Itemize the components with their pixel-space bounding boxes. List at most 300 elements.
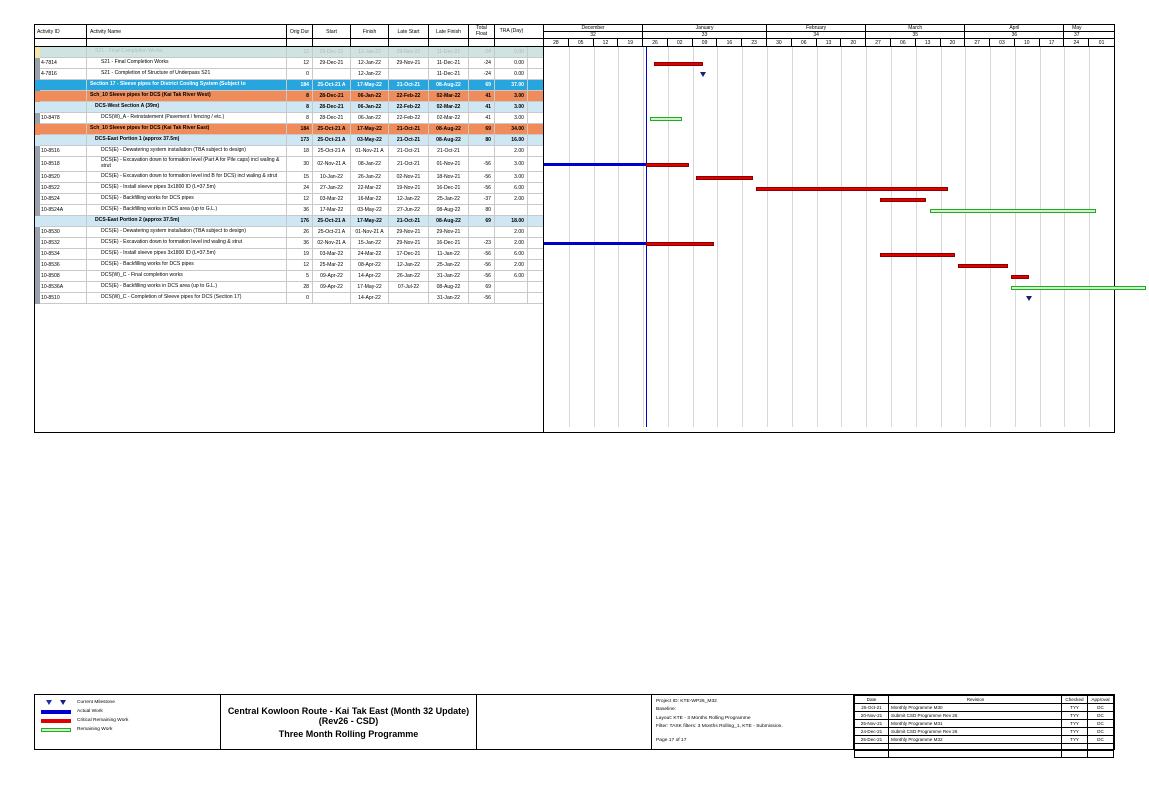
cell-start: 27-Jan-22 [313,183,351,193]
cell-finish: 06-Jan-22 [351,91,389,101]
cell-activity-name: DCS(E) - Excavation down to formation level ind B for DCS) incl waling & strut [87,172,287,182]
header-orig-dur: Orig Dur [287,25,313,38]
row-spine-segment [35,172,40,183]
cell-orig-dur: 184 [287,124,313,134]
revision-row [855,704,1114,712]
revision-text: Submit CSD Programme Rev 26 [889,728,1062,736]
remaining-work-bar [1011,286,1146,290]
revision-header-date: Date [855,696,889,704]
cell-activity-name: DCS(E) - Dewatering system installation (TBA subject to design) [87,146,287,156]
cell-late-start: 29-Nov-21 [389,238,429,248]
actual-work-bar [544,163,646,166]
cell-start: 25-Oct-21 A [313,216,351,226]
row-spine-segment [35,113,40,124]
cell-start: 17-Mar-22 [313,205,351,215]
cell-orig-dur: 8 [287,113,313,123]
revision-checked [1062,751,1088,758]
revision-checked [1062,744,1088,751]
cell-activity-name: DCS(E) - Install sleeve pipes 3x1800 ID (L=37.5m) [87,249,287,259]
cell-activity-id: 10-8508 [35,271,87,281]
revision-date [855,744,889,751]
cell-late-finish: 11-Dec-21 [429,47,469,57]
cell-late-start: 29-Nov-21 [389,47,429,57]
cell-tra [495,293,528,303]
table-row[interactable] [35,135,543,146]
header-spacer-start [313,39,351,46]
cell-activity-id: 10-8532 [35,238,87,248]
revision-approval: DC [1088,728,1114,736]
revision-approval: DC [1088,736,1114,744]
table-header-spacer [35,39,543,47]
filter: Filter: TASK filters: 3 Months Rolling_1, KTE - Submission. [656,723,783,729]
table-row[interactable] [35,293,543,304]
cell-start: 28-Dec-21 [313,113,351,123]
data-date-line [646,47,648,427]
cell-start: 28-Dec-21 [313,102,351,112]
timeline-week-label: 27 [965,39,990,46]
cell-finish: 15-Jan-22 [351,238,389,248]
cell-tra: 3.00 [495,91,528,101]
cell-activity-id: 10-8524 [35,194,87,204]
revision-date: 20-Nov-21 [855,712,889,720]
timeline-week-label: 20 [841,39,866,46]
cell-start: 25-Oct-21 A [313,80,351,90]
cell-start [313,293,351,303]
legend-label: Current Milestone [77,700,115,705]
revision-row [855,712,1114,720]
cell-late-start: 29-Nov-21 [389,58,429,68]
cell-late-finish: 18-Nov-21 [429,172,469,182]
cell-activity-name: DCS(E) - Backfilling works for DCS pipes [87,260,287,270]
table-row[interactable] [35,58,543,69]
cell-late-start: 21-Oct-21 [389,146,429,156]
cell-total-float: -37 [469,194,495,204]
cell-activity-id: 10-8516 [35,146,87,156]
cell-late-finish: 29-Nov-21 [429,227,469,237]
table-row[interactable] [35,238,543,249]
cell-tra: 2.00 [495,227,528,237]
cell-activity-id: 10-8536 [35,260,87,270]
row-spine-segment [35,227,40,238]
cell-tra: 34.00 [495,124,528,134]
timeline-week-label: 02 [668,39,693,46]
critical-remaining-bar [646,163,690,167]
header-finish: Finish [351,25,389,38]
critical-bar-icon [39,719,73,723]
cell-start: 29-Dec-21 [313,47,351,57]
cell-total-float: -56 [469,183,495,193]
actual-work-bar [544,242,646,245]
cell-late-finish: 21-Oct-21 [429,146,469,156]
table-header-row [35,25,543,39]
table-row[interactable] [35,124,543,135]
timeline-week-label: 01 [1098,39,1105,46]
cell-activity-name: DCS(E) - Backfilling works in DCS area (up to G.L.) [87,205,287,215]
cell-tra: 3.00 [495,113,528,123]
row-spine-segment [35,183,40,194]
milestone-marker [700,72,706,77]
milestone-marker [1026,296,1032,301]
row-spine-segment [35,194,40,205]
grid-line [569,47,570,427]
cell-tra: 2.00 [495,194,528,204]
table-row[interactable] [35,47,543,58]
revision-text [889,744,1062,751]
grid-line [693,47,694,427]
cell-late-finish: 01-Nov-21 [429,157,469,171]
cell-late-start: 19-Nov-21 [389,183,429,193]
cell-late-finish: 08-Aug-22 [429,124,469,134]
cell-activity-id: 10-8534 [35,249,87,259]
cell-total-float: 41 [469,91,495,101]
cell-activity-id: 10-8530 [35,227,87,237]
revision-approval: DC [1088,704,1114,712]
revision-date: 25-Nov-21 [855,720,889,728]
revision-checked: TYY [1062,712,1088,720]
revision-header-approval: Approval [1088,696,1114,704]
layout: Layout: KTE - 3 Months Rolling Programme [656,715,751,721]
milestone-icon [39,700,73,705]
critical-remaining-bar [880,198,926,202]
cell-orig-dur: 184 [287,80,313,90]
cell-finish: 06-Jan-22 [351,113,389,123]
cell-tra: 6.00 [495,183,528,193]
cell-activity-name: DCS(W)_C - Final completion works [87,271,287,281]
header-late-start: Late Start [389,25,429,38]
cell-late-finish: 08-Aug-22 [429,135,469,145]
cell-late-start: 29-Nov-21 [389,227,429,237]
row-spine-segment [35,69,40,80]
cell-late-start: 21-Oct-21 [389,135,429,145]
critical-remaining-bar [646,242,714,246]
cell-activity-name: DCS(E) - Install sleeve pipes 3x1800 ID (L=37.5m) [87,183,287,193]
cell-activity-id [35,91,87,101]
cell-finish: 17-May-22 [351,216,389,226]
cell-orig-dur: 24 [287,183,313,193]
row-spine-segment [35,271,40,282]
grid-line [643,47,644,427]
row-spine-segment [35,157,40,172]
cell-tra: 0.00 [495,69,528,79]
revision-row [855,720,1114,728]
grid-line [990,47,991,427]
cell-orig-dur: 28 [287,282,313,292]
cell-finish: 12-Jan-22 [351,58,389,68]
timeline-week-label: 16 [717,39,742,46]
row-spine-segment [35,80,40,91]
row-spine-segment [35,102,40,113]
revision-row-empty [855,751,1114,758]
cell-orig-dur: 30 [287,157,313,171]
cell-start: 29-Dec-21 [313,58,351,68]
cell-finish: 17-May-22 [351,124,389,134]
revision-text: Monthly Programme M32 [889,736,1062,744]
cell-finish: 12-Jan-22 [351,47,389,57]
cell-late-start: 07-Jul-22 [389,282,429,292]
cell-late-start: 21-Oct-21 [389,124,429,134]
cell-activity-id [35,80,87,90]
table-row[interactable] [35,91,543,102]
critical-remaining-bar [880,253,954,257]
grid-line [1015,47,1016,427]
header-total-float: Total Float [469,25,495,38]
cell-total-float: 69 [469,282,495,292]
cell-activity-name: S21 - Final Completion Works [87,47,287,57]
cell-tra: 0.00 [495,47,528,57]
cell-start: 25-Oct-21 A [313,135,351,145]
table-row[interactable] [35,183,543,194]
activity-table [35,25,544,432]
critical-remaining-bar [1011,275,1029,279]
cell-total-float: 80 [469,135,495,145]
cell-finish: 26-Jan-22 [351,172,389,182]
cell-finish: 03-May-22 [351,135,389,145]
report-title-line1: Central Kowloon Route - Kai Tak East (Month 32 Update) (Rev26 - CSD) [227,705,470,726]
cell-late-finish: 25-Jan-22 [429,194,469,204]
cell-late-finish: 08-Aug-22 [429,282,469,292]
cell-total-float: 69 [469,216,495,226]
project-info [652,695,854,749]
cell-late-finish: 25-Jan-22 [429,260,469,270]
table-row[interactable] [35,69,543,80]
cell-late-start: 22-Feb-22 [389,91,429,101]
cell-activity-id: 10-8478 [35,113,87,123]
table-body [35,47,543,304]
cell-activity-name: DCS(E) - Excavation down to formation level (Part A for Pile caps) incl waling & strut [87,157,287,171]
row-spine-segment [35,135,40,146]
revision-checked: TYY [1062,704,1088,712]
grid-line [965,47,966,427]
cell-start: 03-Mar-22 [313,194,351,204]
cell-total-float: 41 [469,113,495,123]
revision-text [889,751,1062,758]
table-row[interactable] [35,157,543,172]
cell-orig-dur: 19 [287,249,313,259]
cell-start: 09-Apr-22 [313,282,351,292]
cell-total-float: -56 [469,271,495,281]
cell-tra: 2.00 [495,146,528,156]
revision-date: 24-Dec-21 [855,728,889,736]
grid-line [916,47,917,427]
cell-late-start [389,293,429,303]
baseline: Baseline: [656,707,677,713]
cell-finish: 12-Jan-22 [351,69,389,79]
cell-orig-dur: 18 [287,146,313,156]
cell-total-float: -56 [469,172,495,182]
grid-line [841,47,842,427]
timeline-week-label: 17 [1040,39,1065,46]
cell-orig-dur: 12 [287,260,313,270]
cell-activity-name: Section 17 - Sleeve pipes for District Cooling System (Subject to [87,80,287,90]
cell-activity-name: DCS-East Portion 2 (approx 37.5m) [87,216,287,226]
cell-orig-dur: 8 [287,102,313,112]
cell-late-start: 22-Feb-22 [389,102,429,112]
grid-line [1040,47,1041,427]
table-row[interactable] [35,216,543,227]
cell-late-finish: 11-Dec-21 [429,69,469,79]
cell-orig-dur: 12 [287,194,313,204]
legend-item-remaining [39,725,216,734]
cell-tra: 3.00 [495,172,528,182]
cell-finish: 14-Apr-22 [351,293,389,303]
actual-bar-icon [39,710,73,714]
remaining-work-bar [650,117,682,121]
cell-orig-dur: 173 [287,135,313,145]
timeline-week-label: 12 [594,39,619,46]
cell-finish: 06-Jan-22 [351,102,389,112]
grid-line [618,47,619,427]
grid-line [866,47,867,427]
revision-row [855,736,1114,744]
revision-history [854,695,1114,749]
report-title-line2: Three Month Rolling Programme [278,728,419,739]
header-start: Start [313,25,351,38]
timeline-week-labels [544,39,1114,47]
cell-activity-id: 10-8536A [35,282,87,292]
cell-activity-id: 10-8524A [35,205,87,215]
table-row[interactable] [35,102,543,113]
table-row[interactable] [35,260,543,271]
cell-orig-dur: 0 [287,293,313,303]
cell-late-finish: 31-Jan-22 [429,271,469,281]
grid-line [1064,47,1065,427]
grid-line [1089,47,1090,427]
table-row[interactable] [35,113,543,124]
header-spacer-ls [389,39,429,46]
grid-line [891,47,892,427]
cell-activity-id: 4-7816 [35,69,87,79]
table-row[interactable] [35,146,543,157]
table-row[interactable] [35,205,543,216]
cell-tra: 6.00 [495,271,528,281]
cell-orig-dur: 176 [287,216,313,226]
cell-activity-name: Sch_10 Sleeve pipes for DCS (Kai Tak River West) [87,91,287,101]
cell-late-finish: 02-Mar-22 [429,91,469,101]
cell-tra: 3.00 [495,157,528,171]
critical-remaining-bar [696,176,753,180]
cell-orig-dur: 12 [287,47,313,57]
cell-total-float [469,146,495,156]
cell-tra: 0.00 [495,58,528,68]
cell-start: 25-Mar-22 [313,260,351,270]
cell-late-start: 02-Nov-21 [389,172,429,182]
cell-total-float: -23 [469,238,495,248]
title-block-spacer [477,695,652,749]
cell-orig-dur: 5 [287,271,313,281]
timeline-week-number: 33 [643,32,767,38]
revision-text: Submit CSD Programme Rev 25 [889,712,1062,720]
timeline-month: March [866,25,965,31]
cell-tra [495,205,528,215]
table-row[interactable] [35,282,543,293]
cell-total-float: -56 [469,249,495,259]
cell-tra: 18.00 [495,216,528,226]
cell-activity-name: S21 - Completion of Structure of Underpass S21 [87,69,287,79]
table-row[interactable] [35,227,543,238]
revision-approval: DC [1088,720,1114,728]
timeline-week-label: 09 [693,39,718,46]
header-spacer-name [87,39,287,46]
remaining-work-bar [930,209,1096,213]
cell-finish: 17-May-22 [351,282,389,292]
header-spacer-tra [495,39,528,46]
cell-activity-id: 10-8520 [35,172,87,182]
critical-remaining-bar [654,62,704,66]
timeline-week-label: 03 [990,39,1015,46]
table-row[interactable] [35,249,543,260]
cell-start: 28-Dec-21 [313,91,351,101]
header-activity-id: Activity ID [35,25,87,38]
table-row[interactable] [35,194,543,205]
revision-header-row [855,696,1114,704]
cell-late-start: 27-Jun-22 [389,205,429,215]
cell-finish: 08-Jan-22 [351,157,389,171]
cell-start: 02-Nov-21 A [313,238,351,248]
timeline-week-label: 27 [866,39,891,46]
cell-tra: 6.00 [495,249,528,259]
timescale-area [544,25,1114,432]
cell-start [313,69,351,79]
timeline-week-label: 19 [618,39,643,46]
legend [35,695,221,749]
header-activity-name: Activity Name [87,25,287,38]
timeline-month: December [544,25,643,31]
cell-finish: 01-Nov-21 A [351,146,389,156]
row-spine-segment [35,216,40,227]
header-spacer-id [35,39,87,46]
cell-total-float: 41 [469,102,495,112]
timeline-week-number: 36 [965,32,1064,38]
cell-late-finish: 08-Aug-22 [429,80,469,90]
revision-date [855,751,889,758]
legend-label: Critical Remaining Work [77,718,129,723]
cell-late-start: 21-Oct-21 [389,216,429,226]
table-row[interactable] [35,80,543,91]
cell-activity-name: DCS(W)_A - Reinstatement (Pavement / fencing / etc.) [87,113,287,123]
timeline-week-label: 26 [643,39,668,46]
timeline-week-label: 06 [792,39,817,46]
grid-line [668,47,669,427]
timeline-months [544,25,1114,32]
timeline-week-label: 23 [742,39,767,46]
row-spine-segment [35,47,40,58]
table-row[interactable] [35,172,543,183]
legend-item-milestone [39,698,216,707]
timeline-week-label: 30 [767,39,792,46]
cell-total-float: -24 [469,58,495,68]
row-spine-segment [35,205,40,216]
cell-tra: 3.00 [495,102,528,112]
cell-late-start [389,69,429,79]
cell-late-finish: 11-Jan-22 [429,249,469,259]
cell-activity-name: DCS-West Section A (39m) [87,102,287,112]
timeline-week-number: 32 [544,32,643,38]
row-spine-segment [35,146,40,157]
cell-activity-name: DCS(E) - Dewatering system installation (TBA subject to design) [87,227,287,237]
table-row[interactable] [35,271,543,282]
header-spacer-finish [351,39,389,46]
cell-activity-name: DCS(E) - Backfilling works in DCS area (up to G.L.) [87,282,287,292]
legend-label: Remaining Work [77,727,113,732]
row-spine-segment [35,293,40,304]
timeline-week-label: 24 [1064,39,1089,46]
cell-late-finish: 11-Dec-21 [429,58,469,68]
page-number: Page 17 of 17 [656,738,687,744]
cell-total-float: -56 [469,293,495,303]
timeline-month: January [643,25,767,31]
cell-start: 25-Oct-21 A [313,124,351,134]
cell-activity-id [35,124,87,134]
